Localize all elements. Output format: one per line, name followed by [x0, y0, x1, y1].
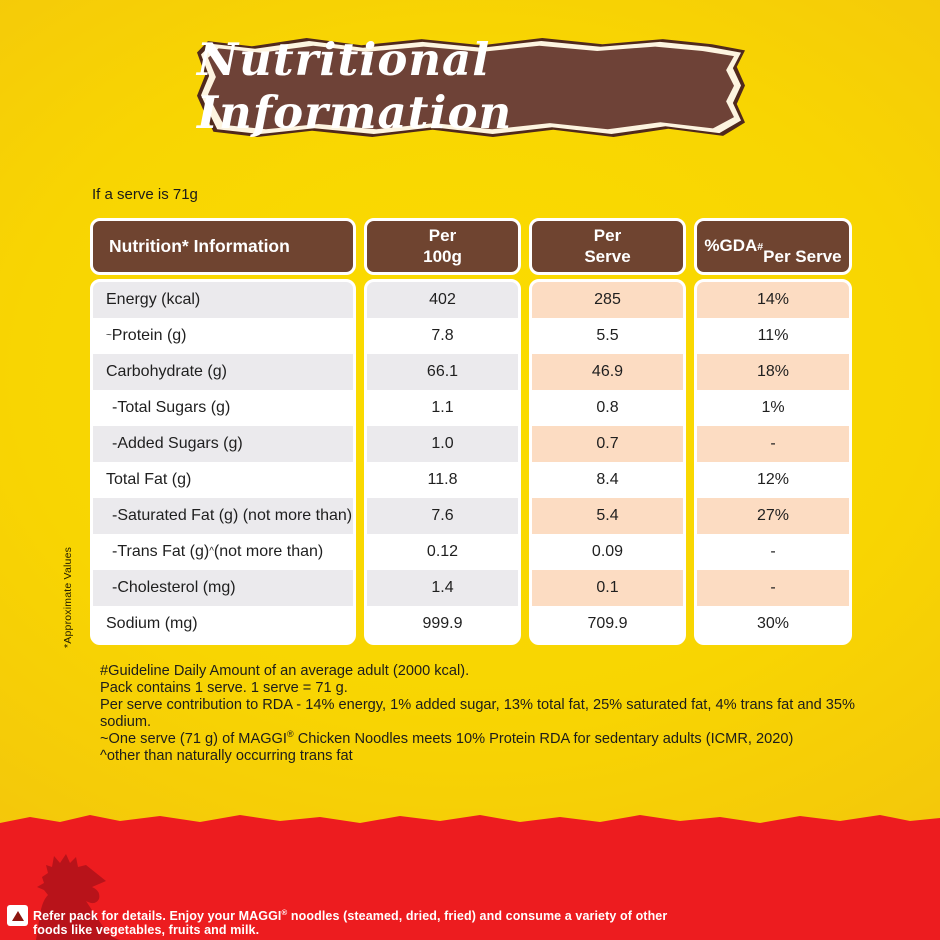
column-body-label	[90, 279, 356, 645]
nutrition-table	[90, 218, 852, 645]
value-cell: 27%	[697, 498, 849, 534]
row-label: -Cholesterol (mg)	[93, 570, 353, 606]
nonveg-triangle	[12, 911, 24, 921]
value-cell: -	[770, 543, 776, 560]
value-cell: 46.9	[532, 354, 683, 390]
value-cell: 66.1	[367, 354, 518, 390]
footnote-line: Per serve contribution to RDA - 14% energy, 1% added sugar, 13% total fat, 25% saturated fat, 4% trans fat and 35% sodium.	[100, 697, 855, 730]
column-header-per_serve: Per Serve	[529, 218, 686, 275]
nonveg-icon	[7, 905, 28, 926]
value-cell: 0.12	[426, 543, 459, 560]
value-cell: 7.6	[367, 498, 518, 534]
value-cell: 1%	[761, 399, 785, 416]
value-cell: 402	[367, 282, 518, 318]
value-cell: 7.8	[431, 327, 454, 344]
value-cell: -	[697, 426, 849, 462]
row-label: ~ Protein (g)	[106, 327, 187, 344]
footnote-line: Pack contains 1 serve. 1 serve = 71 g.	[100, 680, 348, 696]
column-header-label: Nutrition* Information	[90, 218, 356, 275]
table-column-per_100g	[364, 218, 521, 645]
table-column-gda_per_serve	[694, 218, 852, 645]
table-column-per_serve	[529, 218, 686, 645]
page-title: Nutritional Information	[197, 32, 513, 139]
footnote-line: #Guideline Daily Amount of an average adult (2000 kcal).	[100, 663, 470, 679]
value-cell: 5.4	[532, 498, 683, 534]
approximate-values-note: *Approximate Values	[62, 546, 74, 648]
column-body-gda_per_serve	[694, 279, 852, 645]
footnote-line: ~One serve (71 g) of MAGGI® Chicken Noodles meets 10% Protein RDA for sedentary adults (ICMR, 2020)	[100, 729, 794, 747]
value-cell: 285	[532, 282, 683, 318]
value-cell: 12%	[756, 471, 790, 488]
serve-size-note: If a serve is 71g	[92, 186, 198, 203]
row-label: Energy (kcal)	[93, 282, 353, 318]
value-cell: 0.7	[532, 426, 683, 462]
value-cell: -	[697, 570, 849, 606]
value-cell: 1.0	[367, 426, 518, 462]
row-label: -Trans Fat (g) ^ (not more than)	[112, 543, 324, 560]
value-cell: 0.1	[532, 570, 683, 606]
value-cell: 1.4	[367, 570, 518, 606]
column-body-per_serve	[529, 279, 686, 645]
value-cell: 11%	[757, 327, 789, 344]
value-cell: 999.9	[422, 615, 463, 632]
value-cell: 11.8	[427, 471, 458, 488]
column-header-per_100g: Per 100g	[364, 218, 521, 275]
value-cell: 1.1	[431, 399, 454, 416]
row-label: -Saturated Fat (g) (not more than)	[93, 498, 353, 534]
row-label: Total Fat (g)	[106, 471, 192, 488]
row-label: -Total Sugars (g)	[112, 399, 231, 416]
disclaimer-text: Refer pack for details. Enjoy your MAGGI® noodles (steamed, dried, fried) and consume a variety of other foods like vegetables, fruits and milk.	[33, 907, 668, 937]
footnote-line: ^other than naturally occurring trans fat	[100, 748, 353, 764]
value-cell: 0.8	[596, 399, 619, 416]
row-label: Sodium (mg)	[106, 615, 198, 632]
table-column-label	[90, 218, 356, 645]
band-torn-edge	[0, 809, 940, 829]
footnotes	[100, 663, 910, 765]
row-label: -Added Sugars (g)	[93, 426, 353, 462]
column-body-per_100g	[364, 279, 521, 645]
value-cell: 0.09	[591, 543, 624, 560]
title-banner	[197, 32, 745, 139]
value-cell: 8.4	[596, 471, 619, 488]
value-cell: 5.5	[596, 327, 619, 344]
column-header-gda_per_serve: %GDA # Per Serve	[694, 218, 852, 275]
value-cell: 14%	[697, 282, 849, 318]
row-label: Carbohydrate (g)	[93, 354, 353, 390]
value-cell: 18%	[697, 354, 849, 390]
value-cell: 709.9	[587, 615, 628, 632]
value-cell: 30%	[756, 615, 790, 632]
